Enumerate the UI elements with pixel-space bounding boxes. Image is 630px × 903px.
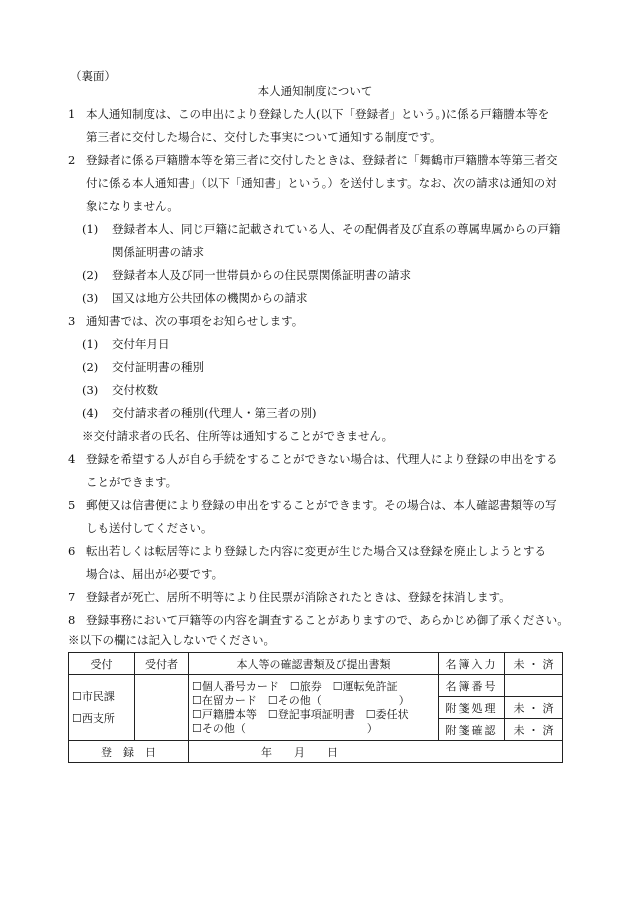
- status-label: 名簿入力: [439, 653, 505, 675]
- status-label: 名簿番号: [439, 675, 505, 697]
- item-number: 6: [68, 544, 76, 558]
- sub-item-text: 交付枚数: [112, 383, 158, 397]
- sub-item-number: (3): [82, 383, 99, 397]
- item-text: ことができます。: [86, 475, 178, 489]
- item-text: 転出若しくは転居等により登録した内容に変更が生じた場合又は登録を廃止しようとする: [86, 544, 546, 558]
- sub-item-text: 登録者本人、同じ戸籍に記載されている人、その配偶者及び直系の尊属卑属からの戸籍: [112, 222, 561, 236]
- item-text: 郵便又は信書便により登録の申出をすることができます。その場合は、本人確認書類等の写: [86, 498, 557, 512]
- documents-cell: [189, 675, 439, 741]
- side-label: （裏面）: [70, 69, 116, 83]
- sub-item-text: 交付年月日: [112, 337, 170, 351]
- item-number: 7: [68, 590, 76, 604]
- office-option-nishi-branch: ☐西支所: [72, 711, 115, 725]
- item-number: 4: [68, 452, 76, 466]
- item-text: しも送付してください。: [86, 521, 213, 535]
- header-receipt: 受付: [69, 653, 135, 675]
- header-documents: 本人等の確認書類及び提出書類: [189, 653, 439, 675]
- item-text: 象になりません。: [86, 199, 179, 213]
- item-number: 3: [68, 314, 76, 328]
- item3-note: ※交付請求者の氏名、住所等は通知することができません。: [82, 429, 394, 443]
- item-text: 登録者に係る戸籍謄本等を第三者に交付したときは、登録者に「舞鶴市戸籍謄本等第三者交: [86, 153, 558, 167]
- status-label: 附箋確認: [439, 719, 505, 741]
- sub-item-number: (1): [82, 222, 99, 236]
- status-value: [505, 675, 563, 697]
- header-receiver: 受付者: [135, 653, 189, 675]
- status-label: 附箋処理: [439, 697, 505, 719]
- receiver-cell: [135, 675, 189, 741]
- item-text: 本人通知制度は、この申出により登録した人(以下「登録者」という。)に係る戸籍謄本等を: [86, 107, 550, 121]
- sub-item-text: 関係証明書の請求: [112, 245, 204, 259]
- table-row: [69, 653, 563, 675]
- office-option-shiminka: ☐市民課: [72, 689, 115, 703]
- item-text: 登録事務において戸籍等の内容を調査することがありますので、あらかじめ御了承ください。: [86, 613, 569, 627]
- item-number: 2: [68, 153, 76, 167]
- footer-note: ※以下の欄には記入しないでください。: [68, 633, 275, 647]
- sub-item-number: (3): [82, 291, 99, 305]
- doc-checklist-line: ☐その他（ ）: [192, 721, 378, 735]
- status-value: 未 ・ 済: [505, 697, 563, 719]
- item-text: 第三者に交付した場合に、交付した事実について通知する制度です。: [86, 130, 442, 144]
- sub-item-text: 交付請求者の種別(代理人・第三者の別): [112, 406, 317, 420]
- item-number: 8: [68, 613, 76, 627]
- item-text: 登録を希望する人が自ら手続をすることができない場合は、代理人により登録の申出をする: [86, 452, 558, 466]
- item-number: 5: [68, 498, 76, 512]
- registration-date-value: 年 月 日: [189, 741, 563, 763]
- item-text: 通知書では、次の事項をお知らせします。: [86, 314, 304, 328]
- table-row: [69, 741, 563, 763]
- item-text: 場合は、届出が必要です。: [86, 567, 224, 581]
- status-value: 未 ・ 済: [505, 719, 563, 741]
- sub-item-text: 交付証明書の種別: [112, 360, 204, 374]
- registration-table: [68, 652, 563, 763]
- sub-item-text: 国又は地方公共団体の機関からの請求: [112, 291, 308, 305]
- item-text: 登録者が死亡、居所不明等により住民票が消除されたときは、登録を抹消します。: [86, 590, 511, 604]
- doc-checklist-line: ☐在留カード ☐その他（ ）: [192, 693, 410, 707]
- sub-item-number: (2): [82, 268, 99, 282]
- page-title: 本人通知制度について: [257, 84, 373, 98]
- status-value: 未 ・ 済: [505, 653, 563, 675]
- item-text: 付に係る本人通知書」（以下「通知書」という。）を送付します。なお、次の請求は通知の対: [86, 176, 557, 190]
- table-row: [69, 675, 563, 697]
- sub-item-number: (4): [82, 406, 99, 420]
- registration-date-label: 登 録 日: [69, 741, 189, 763]
- office-cell: [69, 675, 135, 741]
- sub-item-text: 登録者本人及び同一世帯員からの住民票関係証明書の請求: [112, 268, 411, 282]
- sub-item-number: (2): [82, 360, 99, 374]
- item-number: 1: [68, 107, 76, 121]
- sub-item-number: (1): [82, 337, 99, 351]
- doc-checklist-line: ☐戸籍謄本等 ☐登記事項証明書 ☐委任状: [192, 707, 409, 721]
- doc-checklist-line: ☐個人番号カード ☐旅券 ☐運転免許証: [192, 679, 398, 693]
